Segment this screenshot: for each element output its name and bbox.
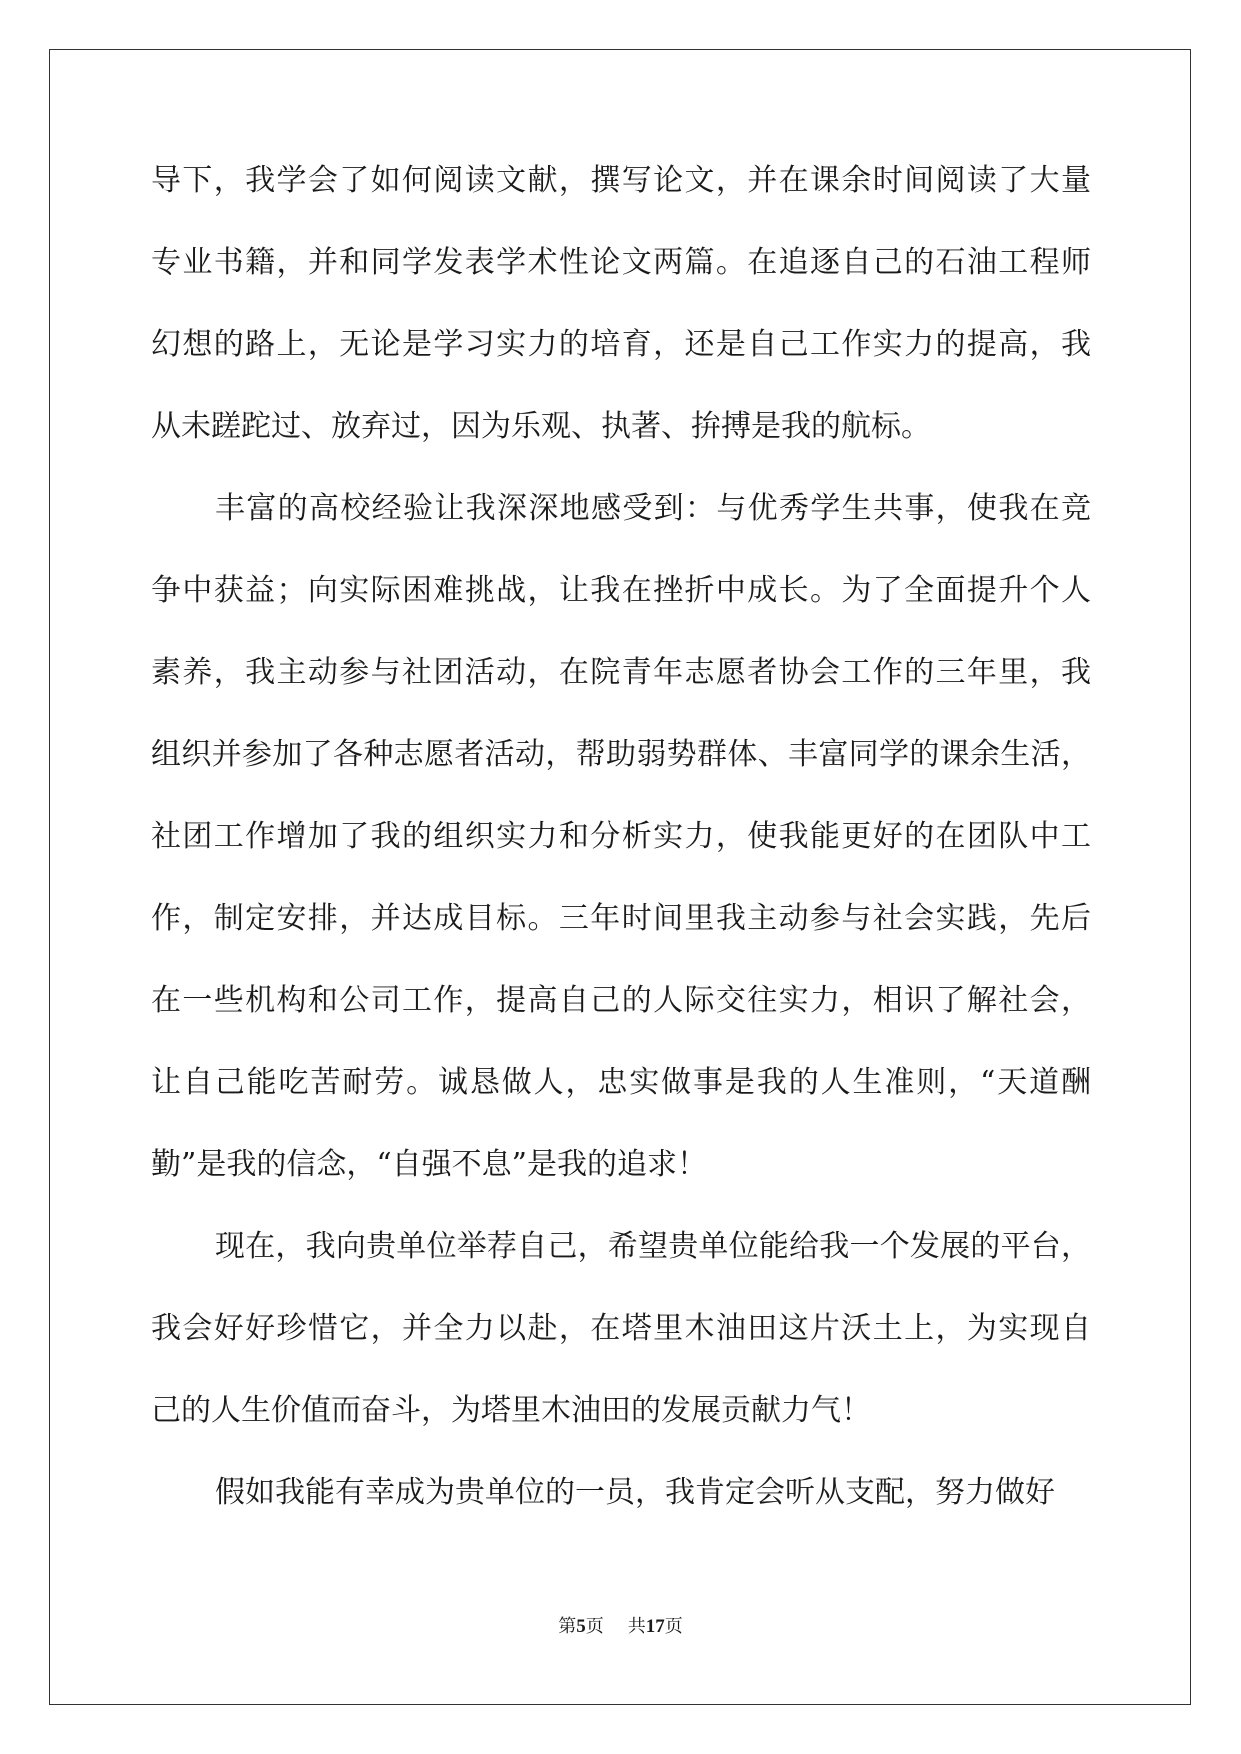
total-prefix: 共	[627, 1616, 646, 1637]
text-line: 导下，我学会了如何阅读文献，撰写论文，并在课余时间阅读了大量	[151, 163, 1091, 198]
text-line: 组织并参加了各种志愿者活动，帮助弱势群体、丰富同学的课余生活，	[151, 737, 1091, 772]
text-line: 让自己能吃苦耐劳。诚恳做人，忠实做事是我的人生准则，“天道酬	[151, 1065, 1091, 1100]
page-number: 5	[576, 1616, 586, 1637]
text-line: 己的人生价值而奋斗，为塔里木油田的发展贡献力气！	[151, 1393, 871, 1428]
page-prefix: 第	[558, 1616, 577, 1637]
paragraph	[151, 486, 1091, 1224]
paragraph	[151, 158, 1091, 486]
text-line: 从未蹉跎过、放弃过，因为乐观、执著、拚搏是我的航标。	[151, 409, 931, 444]
text-line: 勤”是我的信念，“自强不息”是我的追求！	[151, 1147, 708, 1182]
total-suffix: 页	[664, 1616, 683, 1637]
text-line: 社团工作增加了我的组织实力和分析实力，使我能更好的在团队中工	[151, 819, 1091, 854]
document-body	[151, 158, 1091, 1552]
text-line: 幻想的路上，无论是学习实力的培育，还是自己工作实力的提高，我	[151, 327, 1091, 362]
text-line: 现在，我向贵单位举荐自己，希望贵单位能给我一个发展的平台，	[215, 1229, 1091, 1264]
page-suffix: 页	[585, 1616, 604, 1637]
text-line: 争中获益；向实际困难挑战，让我在挫折中成长。为了全面提升个人	[151, 573, 1091, 608]
paragraph	[151, 1470, 1091, 1552]
text-line: 在一些机构和公司工作，提高自己的人际交往实力，相识了解社会，	[151, 983, 1091, 1018]
total-pages: 17	[645, 1616, 665, 1637]
paragraph	[151, 1224, 1091, 1470]
text-line: 我会好好珍惜它，并全力以赴，在塔里木油田这片沃土上，为实现自	[151, 1311, 1091, 1346]
text-line: 假如我能有幸成为贵单位的一员，我肯定会听从支配，努力做好	[215, 1475, 1055, 1510]
page-footer	[0, 1612, 1241, 1638]
text-line: 素养，我主动参与社团活动，在院青年志愿者协会工作的三年里，我	[151, 655, 1091, 690]
text-line: 专业书籍，并和同学发表学术性论文两篇。在追逐自己的石油工程师	[151, 245, 1091, 280]
text-line: 作，制定安排，并达成目标。三年时间里我主动参与社会实践，先后	[151, 901, 1091, 936]
text-line: 丰富的高校经验让我深深地感受到：与优秀学生共事，使我在竞	[215, 491, 1091, 526]
